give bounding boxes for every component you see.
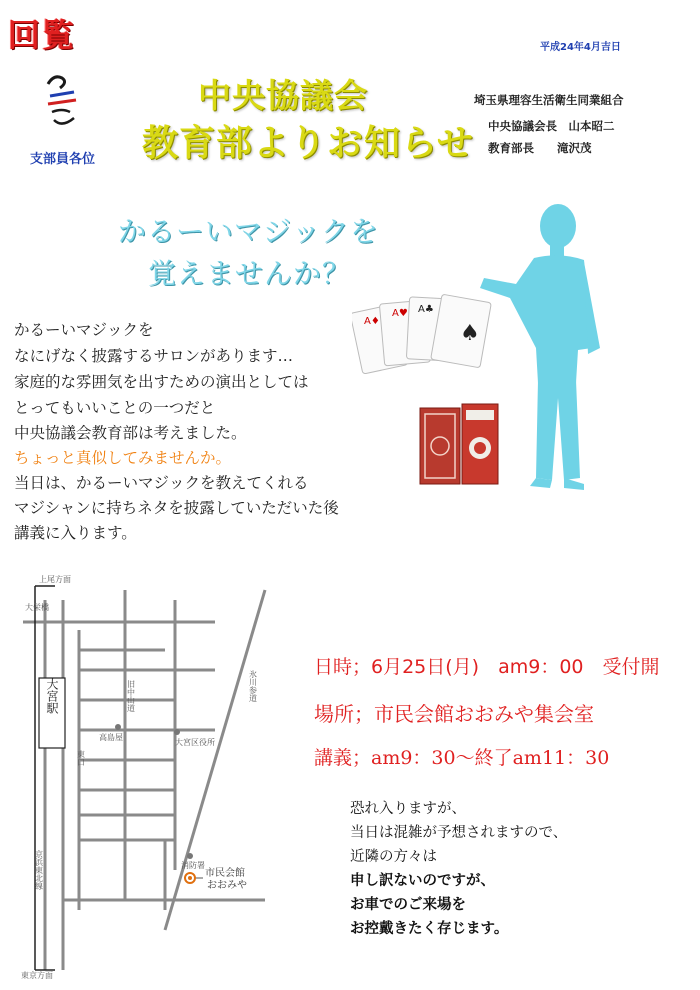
body-line-8: マジシャンに持ちネタを披露していただいた後 (14, 499, 339, 517)
svg-text:A♦: A♦ (364, 316, 380, 327)
body-line-7: 当日は、かるーいマジックを教えてくれる (14, 474, 309, 492)
event-lecture: 講義；am9：30〜終了am11：30 (314, 747, 610, 769)
issue-date: 平成24年4月吉日 (540, 42, 621, 53)
note-line-1: 恐れ入りますが、 (350, 801, 466, 817)
note-line-3: 近隣の方々は (350, 849, 437, 865)
headline-line-2: 覚えませんか？ (148, 257, 352, 290)
body-line-2: なにげなく披露するサロンがあります… (14, 347, 294, 365)
venue-map (15, 570, 305, 980)
body-line-9: 講義に入ります。 (14, 524, 137, 542)
map-label-ward-office: 大宮区役所 (175, 738, 215, 747)
map-label-hikawa: 氷川参道 (248, 670, 258, 702)
event-place: 場所；市民会館おおみや集会室 (314, 702, 594, 726)
svg-text:A♣: A♣ (418, 304, 434, 315)
map-label-keihin: 京浜東北線 (34, 850, 44, 890)
map-label-south: 東京方面 (21, 971, 53, 980)
note-line-2: 当日は混雑が予想されますので、 (350, 825, 568, 841)
note-line-4: 申し訳ないのですが、 (350, 873, 495, 889)
map-label-bridge: 大栄橋 (25, 603, 49, 612)
recipients-label: 支部員各位 (30, 152, 96, 167)
body-line-4: とってもいいことの一つだと (14, 399, 216, 417)
map-label-station: 大宮駅 (45, 678, 59, 714)
association-logo-icon (40, 70, 84, 132)
map-label-north: 上尾方面 (39, 575, 71, 584)
body-line-3: 家庭的な雰囲気を出すための演出としては (14, 373, 309, 391)
svg-text:A♥: A♥ (392, 308, 408, 319)
event-datetime: 日時；6月25日(月) am9：00 受付開 (314, 656, 660, 678)
body-line-1: かるーいマジックを (14, 321, 154, 339)
org-name: 埼玉県理容生活衛生同業組合 (474, 93, 624, 107)
kairan-stamp: 回覧 (8, 16, 77, 54)
note-line-6: お控戴きたく存じます。 (350, 921, 509, 937)
title-line-2: 教育部よりお知らせ (142, 123, 474, 164)
map-label-venue-2: おおみや (207, 880, 247, 891)
map-label-east-exit: 東口 (76, 750, 86, 766)
body-line-5: 中央協議会教育部は考えました。 (14, 424, 247, 442)
note-line-5: お車でのご来場を (350, 897, 466, 913)
headline-line-1: かるーいマジックを (118, 215, 380, 248)
map-label-fire-station: 消防署 (181, 861, 205, 870)
body-line-6: ちょっと真似してみませんか。 (14, 449, 232, 467)
map-label-venue: 市民会館 (205, 868, 245, 879)
org-president: 中央協議会長 山本昭二 (488, 119, 615, 133)
title-line-1: 中央協議会 (198, 76, 368, 115)
playing-cards-image (352, 288, 498, 378)
map-label-takashimaya: 高島屋 (99, 733, 123, 742)
map-label-old-road: 旧中山道 (126, 680, 136, 712)
card-decks-image (418, 402, 502, 488)
org-education-head: 教育部長 滝沢茂 (488, 141, 592, 155)
svg-text:♠: ♠ (460, 321, 480, 346)
